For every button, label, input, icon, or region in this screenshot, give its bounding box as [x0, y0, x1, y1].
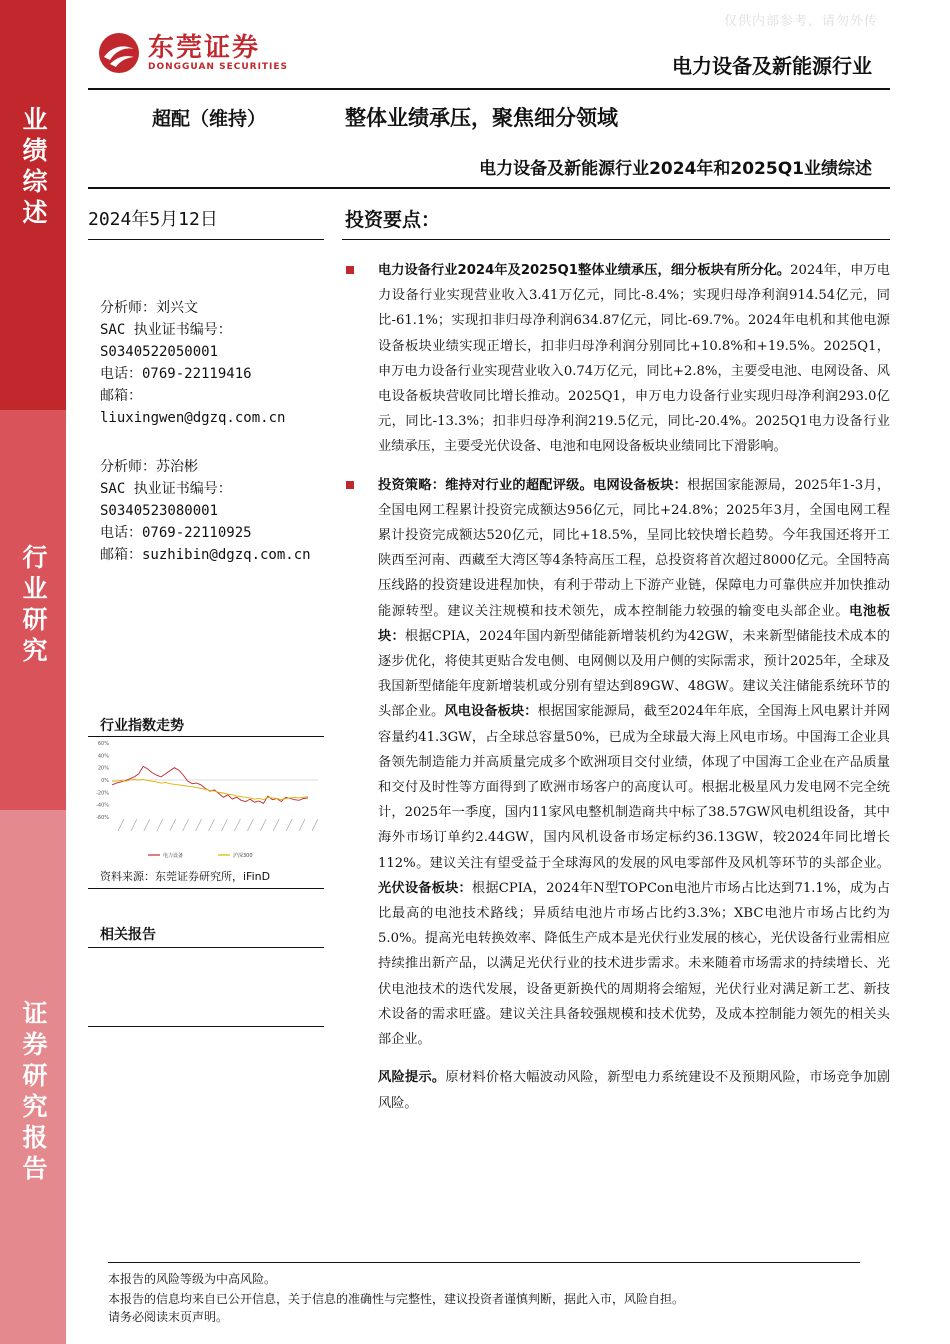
bullet-performance-text: 2024年，申万电力设备行业实现营业收入3.41万亿元，同比-8.4%；实现归母净利润914.54亿元，同比-61.1%；实现扣非归母净利润634.87亿元，同比-69.7%。2024年电机和其他电源设备板块业绩实现正增长，扣非归母净利润分别同比+10.8%和+19.5%。2025Q1，申万电力设备行业实现营业收入0.74万亿元，同比+2.8%，主要受电池、电网设备、风电设备板块营收同比增长推动。2025Q1，申万电力设备行业实现归母净利润293.0亿元，同比-13.3%；扣非归母净利润219.5亿元，同比-20.4%。2025Q1电力设备行业业绩承压，主要受光伏设备、电池和电网设备板块业绩同比下滑影响。 — [378, 263, 890, 455]
title-divider — [88, 187, 890, 189]
wind-text: 根据国家能源局，截至2024年年底，全国海上风电累计并网容量约41.3GW，占全球总容量50%，已成为全球最大海上风电市场。中国海工企业具备领先制造能力并高质量完成多个欧洲项目交付业绩，体现了中国海工企业在产品质量和交付及时性等方面得到了欧洲市场客户的高度认可。根据北极星风力发电网不完全统计，2025年一季度，国内11家风电整机制造商共中标了38.57GW风电机组设备，其中海外市场订单约2.44GW，国内风机设备市场定标约36.13GW，较2024年同比增长112%。建议关注有望受益于全球海风的发展的风电零部件及风机等环节的头部企业。 — [378, 704, 891, 871]
series-line-0 — [112, 766, 308, 803]
risk-text: 原材料价格大幅波动风险，新型电力系统建设不及预期风险，市场竞争加剧风险。 — [378, 1070, 891, 1111]
side-segment-2 — [0, 410, 66, 810]
header-divider — [88, 88, 890, 90]
footer-line-2: 本报告的信息均来自已公开信息，关于信息的准确性与完整性，建议投资者谨慎判断，据此入市，风险自担。 — [108, 1292, 685, 1306]
analyst-2-email-label: 邮箱： — [100, 547, 142, 563]
key-points-heading: 投资要点： — [345, 209, 441, 231]
analyst-1-name: 分析师：刘兴文 — [100, 300, 198, 316]
side-strip — [0, 0, 66, 1344]
analyst-2-sac-label: SAC 执业证书编号： — [100, 481, 232, 497]
key-points-body — [342, 258, 890, 1116]
logo-name-en: DONGGUAN SECURITIES — [148, 62, 289, 72]
y-tick-label: -20% — [96, 790, 109, 797]
analyst-1-phone: 电话：0769-22119416 — [100, 366, 252, 382]
analyst-1-email[interactable]: liuxingwen@dgzq.com.cn — [100, 410, 286, 426]
right-kp-divider — [342, 239, 890, 240]
x-tick-mark — [234, 819, 240, 831]
related-divider-top — [88, 947, 324, 948]
logo-emblem-icon — [98, 32, 140, 74]
x-tick-mark — [144, 819, 150, 831]
chart-source: 资料来源：东莞证券研究所，iFinD — [100, 870, 271, 883]
x-tick-mark — [118, 819, 124, 831]
logo-name-cn: 东莞证券 — [148, 33, 261, 63]
series-line-1 — [112, 779, 308, 799]
x-tick-mark — [260, 819, 266, 831]
pv-label: 光伏设备板块： — [378, 880, 472, 896]
battery-label: 电池板块： — [378, 603, 891, 644]
bullet-square-icon — [346, 481, 354, 489]
index-chart — [88, 735, 324, 862]
x-tick-mark — [157, 819, 163, 831]
footer-divider — [108, 1262, 860, 1263]
analyst-1-sac-label: SAC 执业证书编号： — [100, 322, 232, 338]
index-chart-label: 行业指数走势 — [100, 718, 184, 734]
source-divider — [88, 888, 324, 889]
bullet-performance-lead: 电力设备行业2024年及2025Q1整体业绩承压，细分板块有所分化。 — [378, 263, 791, 278]
x-tick-mark — [209, 819, 215, 831]
company-logo — [98, 32, 288, 74]
x-tick-mark — [131, 819, 137, 831]
analyst-1-email-label: 邮箱： — [100, 388, 142, 404]
analyst-2-sac: S0340523080001 — [100, 503, 219, 519]
bullet-performance — [342, 258, 890, 460]
footer-line-3: 请务必阅读末页声明。 — [108, 1310, 229, 1324]
battery-text: 根据CPIA，2024年国内新型储能新增装机约为42GW，未来新型储能技术成本的逐步优化，将使其更贴合发电侧、电网侧以及用户侧的实际需求，预计2025年，全球及我国新型储能年度新增装机或分别有望达到89GW、48GW。建议关注储能系统环节的头部企业。 — [378, 628, 890, 720]
report-subtitle: 电力设备及新能源行业2024年和2025Q1业绩综述 — [479, 159, 872, 179]
footer-line-1: 本报告的风险等级为中高风险。 — [108, 1272, 277, 1286]
x-tick-mark — [312, 819, 318, 831]
grid-text: 根据国家能源局，2025年1-3月，全国电网工程累计投资完成额达956亿元，同比+24.8%；2025年3月，全国电网工程累计投资完成额达520亿元，同比+18.5%，呈同比较快增长趋势。今年我国还将开工陕西至河南、西藏至大湾区等4条特高压工程，总投资将首次超过8000亿元。全国特高压线路的投资建设进程加快，有利于带动上下游产业链，保障电力可靠供应并加快推动能源转型。建议关注规模和技术领先，成本控制能力较强的输变电头部企业。 — [378, 477, 891, 619]
related-divider-bottom — [88, 1026, 324, 1027]
x-tick-mark — [196, 819, 202, 831]
y-tick-label: 40% — [97, 753, 109, 760]
x-tick-mark — [247, 819, 253, 831]
bullet-square-icon — [346, 266, 354, 274]
grid-label: 电网设备板块： — [593, 477, 688, 493]
risk-paragraph — [342, 1065, 890, 1115]
side-segment-1 — [0, 0, 66, 410]
analyst-2-phone: 电话：0769-22110925 — [100, 525, 252, 541]
legend-label-0: 电力设备 — [163, 853, 184, 859]
report-title: 整体业绩承压，聚焦细分领域 — [345, 106, 618, 130]
y-tick-label: -60% — [96, 815, 109, 821]
analyst-2-email[interactable]: suzhibin@dgzq.com.cn — [142, 547, 311, 563]
y-tick-label: 60% — [97, 741, 109, 747]
left-date-divider — [88, 239, 324, 240]
side-label-3: 证券研究报告 — [19, 1000, 48, 1186]
risk-label: 风险提示。 — [378, 1070, 446, 1086]
analyst-2 — [100, 456, 311, 566]
index-chart-svg — [88, 735, 324, 862]
side-label-2: 行业研究 — [19, 544, 48, 668]
side-segment-3 — [0, 810, 66, 1344]
wind-label: 风电设备板块： — [444, 704, 538, 720]
bullet-strategy-lead: 投资策略：维持对行业的超配评级。 — [378, 477, 594, 493]
related-reports-label: 相关报告 — [100, 927, 156, 943]
bullet-strategy — [342, 473, 890, 1053]
pv-text: 根据CPIA，2024年N型TOPCon电池片市场占比达到71.1%，成为占比最高的电池技术路线；异质结电池片市场占比约3.3%；XBC电池片市场占比约为5.0%。提高光电转换效率、降低生产成本是光伏行业发展的核心，光伏设备行业需相应持续推出新产品，以满足光伏行业的技术进步需求。未来随着市场需求的持续增长、光伏电池技术的迭代发展，设备更新换代的周期将会缩短，光伏行业对满足新工艺、新技术设备的需求旺盛。建议关注具备较强规模和技术优势，及成本控制能力领先的相关头部企业。 — [378, 880, 891, 1048]
x-tick-mark — [299, 819, 305, 831]
report-date: 2024年5月12日 — [88, 209, 218, 230]
y-tick-label: -40% — [96, 802, 109, 809]
x-tick-mark — [286, 819, 292, 831]
rating: 超配（维持） — [152, 108, 267, 130]
x-tick-mark — [183, 819, 189, 831]
industry-title: 电力设备及新能源行业 — [672, 54, 872, 78]
y-tick-label: 20% — [97, 765, 109, 772]
watermark: 仅供内部参考，请勿外传 — [723, 14, 878, 29]
side-label-1: 业绩综述 — [19, 106, 48, 230]
x-tick-mark — [221, 819, 227, 831]
legend-label-1: 沪深300 — [233, 853, 253, 859]
analyst-2-name: 分析师：苏治彬 — [100, 459, 198, 475]
y-tick-label: 0% — [101, 778, 109, 784]
x-tick-mark — [273, 819, 279, 831]
analyst-1 — [100, 297, 285, 429]
x-tick-mark — [170, 819, 176, 831]
analyst-1-sac: S0340522050001 — [100, 344, 219, 360]
